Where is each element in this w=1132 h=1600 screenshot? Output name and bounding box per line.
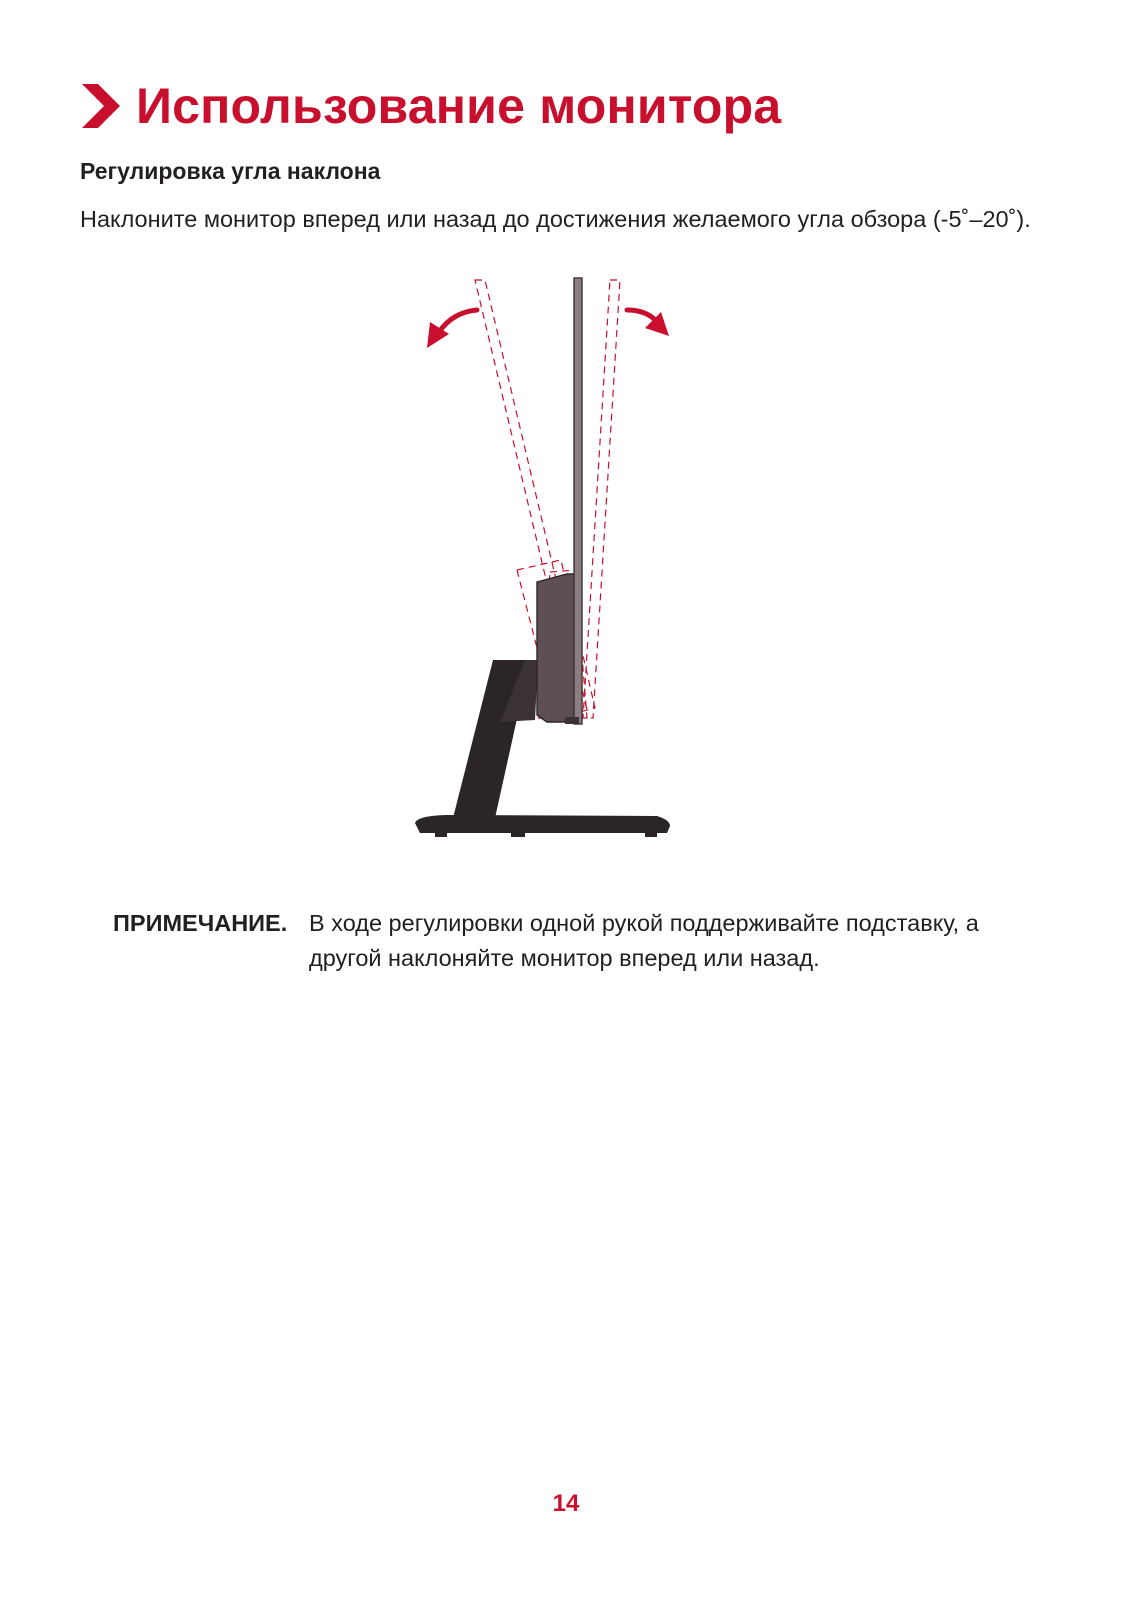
page-title: Использование монитора [136, 78, 782, 134]
monitor-panel [574, 278, 582, 724]
note-label: ПРИМЕЧАНИЕ. [113, 910, 288, 936]
page-number: 14 [552, 1490, 580, 1517]
monitor-back [537, 574, 577, 722]
note-text: В ходе регулировки одной рукой поддерживайте подставку, а другой наклоняйте монитор вперед или назад. [309, 910, 979, 971]
page-header [80, 76, 781, 136]
arrow-tilt-forward-icon [627, 310, 669, 336]
section-body-text: Наклоните монитор вперед или назад до достижения желаемого угла обзора (-5˚–20˚). [80, 206, 1031, 232]
arrow-tilt-back-icon [427, 310, 477, 348]
monitor-tilt-diagram [405, 270, 695, 870]
section-heading: Регулировка угла наклона [80, 158, 381, 184]
note-block [113, 906, 1073, 976]
chevron-right-icon [80, 82, 122, 130]
